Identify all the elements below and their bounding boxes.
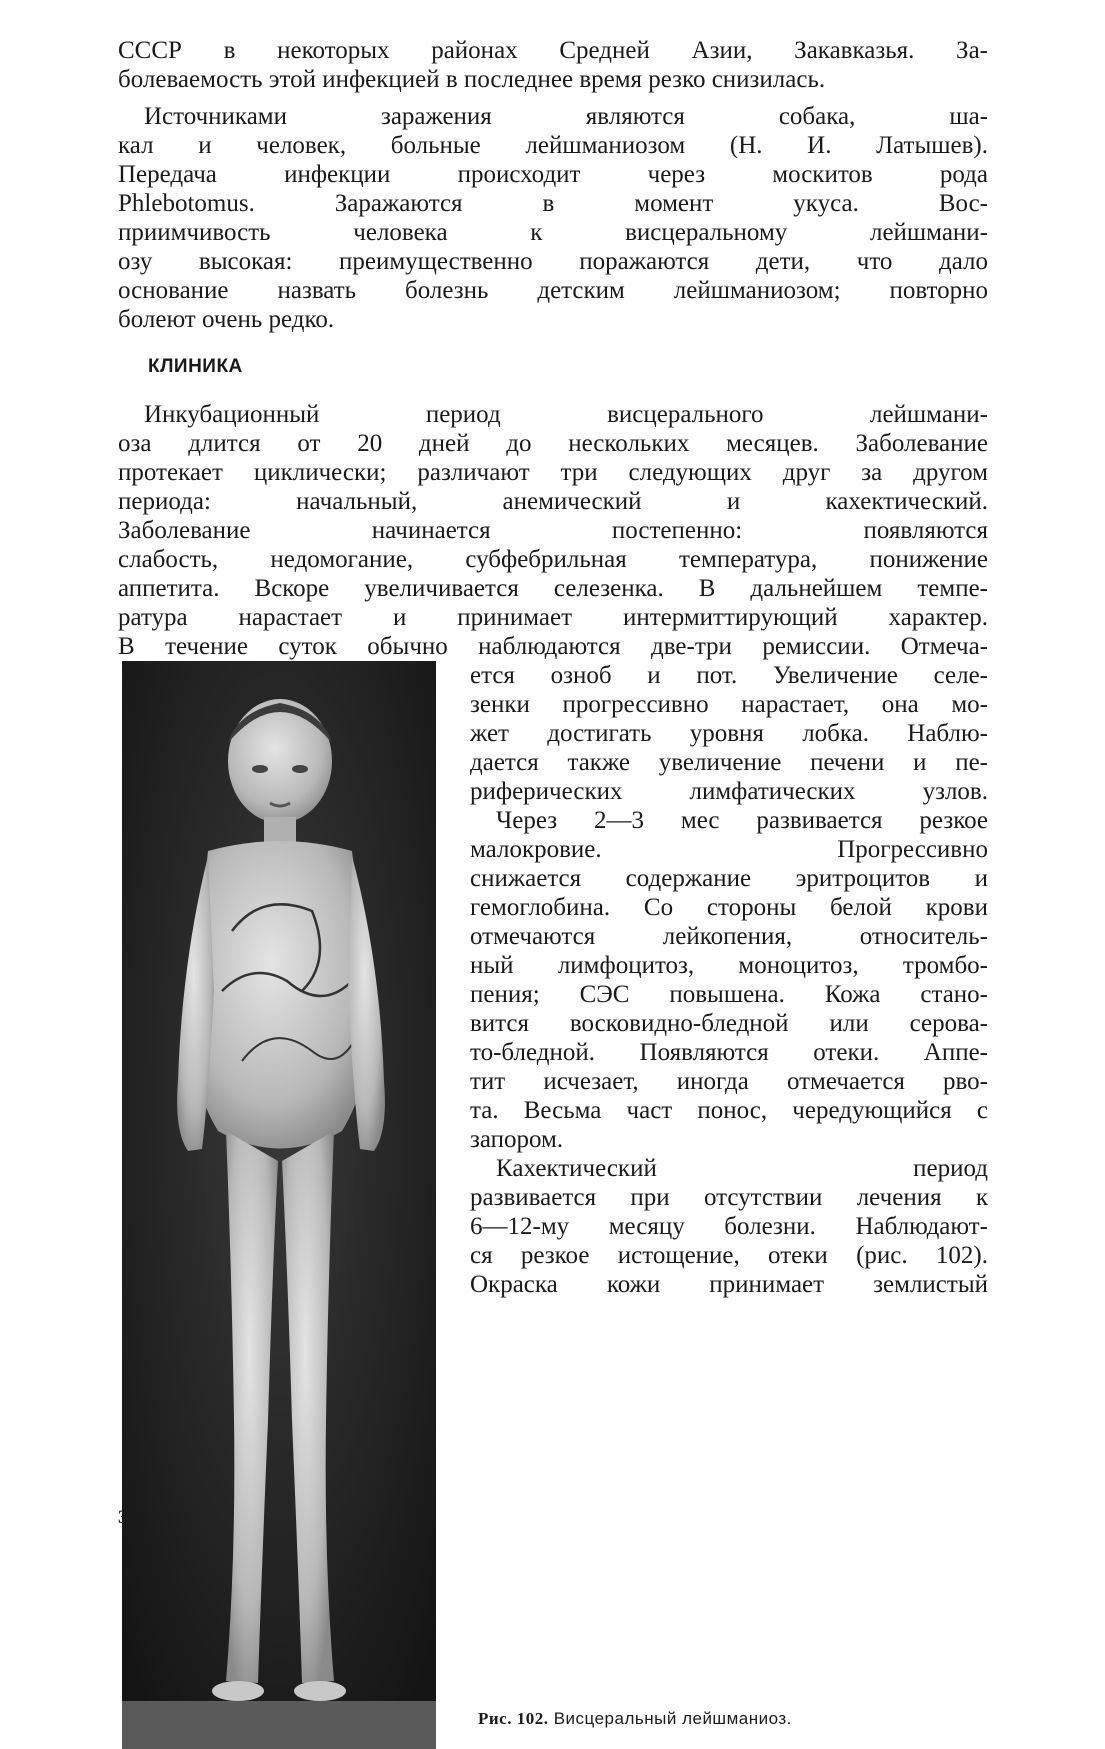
- text-line: Phlebotomus. Заражаются в момент укуса. Вос-: [118, 190, 988, 217]
- text-line: слабость, недомогание, субфебрильная температура, понижение: [118, 546, 988, 573]
- text-line: оза длится от 20 дней до нескольких месяцев. Заболевание: [118, 430, 988, 457]
- text-line: СССР в некоторых районах Средней Азии, Закавказья. За-: [118, 37, 988, 64]
- section-heading: КЛИНИКА: [148, 356, 243, 377]
- text-line: Кахектический период: [496, 1155, 988, 1182]
- figure-caption: [478, 1709, 792, 1729]
- text-line: вится восковидно-бледной или серова-: [470, 1010, 988, 1037]
- text-line: аппетита. Вскоре увеличивается селезенка. В дальнейшем темпе-: [118, 575, 988, 602]
- text-line: озу высокая: преимущественно поражаются дети, что дало: [118, 248, 988, 275]
- text-line: зенки прогрессивно нарастает, она мо-: [470, 691, 988, 718]
- text-line: В течение суток обычно наблюдаются две-три ремиссии. Отмеча-: [118, 633, 988, 660]
- text-line: Окраска кожи принимает землистый: [470, 1271, 988, 1298]
- paragraph-clinic: [118, 400, 988, 661]
- text-line: тит исчезает, иногда отмечается рво-: [470, 1068, 988, 1095]
- text-line: гемоглобина. Со стороны белой крови: [470, 894, 988, 921]
- text-line: жет достигать уровня лобка. Наблю-: [470, 720, 988, 747]
- right-column-text: [470, 661, 988, 1299]
- child-photo-illustration: [122, 661, 436, 1749]
- text-line: ся резкое истощение, отеки (рис. 102).: [470, 1242, 988, 1269]
- text-line: пения; СЭС повышена. Кожа стано-: [470, 981, 988, 1008]
- text-line: дается также увеличение печени и пе-: [470, 749, 988, 776]
- text-line: развивается при отсутствии лечения к: [470, 1184, 988, 1211]
- text-line: Заболевание начинается постепенно: появляются: [118, 517, 988, 544]
- text-line: ется озноб и пот. Увеличение селе-: [470, 662, 988, 689]
- figure-caption-label: Рис. 102.: [478, 1709, 549, 1728]
- figure-photo: [122, 661, 436, 1749]
- text-line: то-бледной. Появляются отеки. Аппе-: [470, 1039, 988, 1066]
- text-line: болеваемость этой инфекцией в последнее время резко снизилась.: [118, 66, 826, 93]
- text-line: основание назвать болезнь детским лейшманиозом; повторно: [118, 277, 988, 304]
- text-line: снижается содержание эритроцитов и: [470, 865, 988, 892]
- figure-caption-text: Висцеральный лейшманиоз.: [553, 1709, 792, 1728]
- text-line: болеют очень редко.: [118, 306, 335, 333]
- text-line: ный лимфоцитоз, моноцитоз, тромбо-: [470, 952, 988, 979]
- page-number: 386: [118, 1507, 147, 1528]
- paragraph-intro: [118, 36, 988, 94]
- text-line: Передача инфекции происходит через москитов рода: [118, 161, 988, 188]
- text-line: Инкубационный период висцерального лейшмани-: [144, 401, 988, 428]
- text-line: кал и человек, больные лейшманиозом (Н. И. Латышев).: [118, 132, 988, 159]
- text-line: периода: начальный, анемический и кахектический.: [118, 488, 988, 515]
- text-line: Через 2—3 мес развивается резкое: [496, 807, 988, 834]
- text-line: 6—12-му месяцу болезни. Наблюдают-: [470, 1213, 988, 1240]
- text-line: та. Весьма част понос, чередующийся с: [470, 1097, 988, 1124]
- text-line: отмечаются лейкопения, относитель-: [470, 923, 988, 950]
- text-line: малокровие. Прогрессивно: [470, 836, 988, 863]
- paragraph-infection-sources: [118, 102, 988, 334]
- text-line: запором.: [470, 1126, 564, 1153]
- text-line: приимчивость человека к висцеральному лейшмани-: [118, 219, 988, 246]
- text-line: протекает циклически; различают три следующих друг за другом: [118, 459, 988, 486]
- text-line: Источниками заражения являются собака, ша-: [144, 103, 988, 130]
- text-line: ратура нарастает и принимает интермиттирующий характер.: [118, 604, 988, 631]
- text-line: риферических лимфатических узлов.: [470, 778, 988, 805]
